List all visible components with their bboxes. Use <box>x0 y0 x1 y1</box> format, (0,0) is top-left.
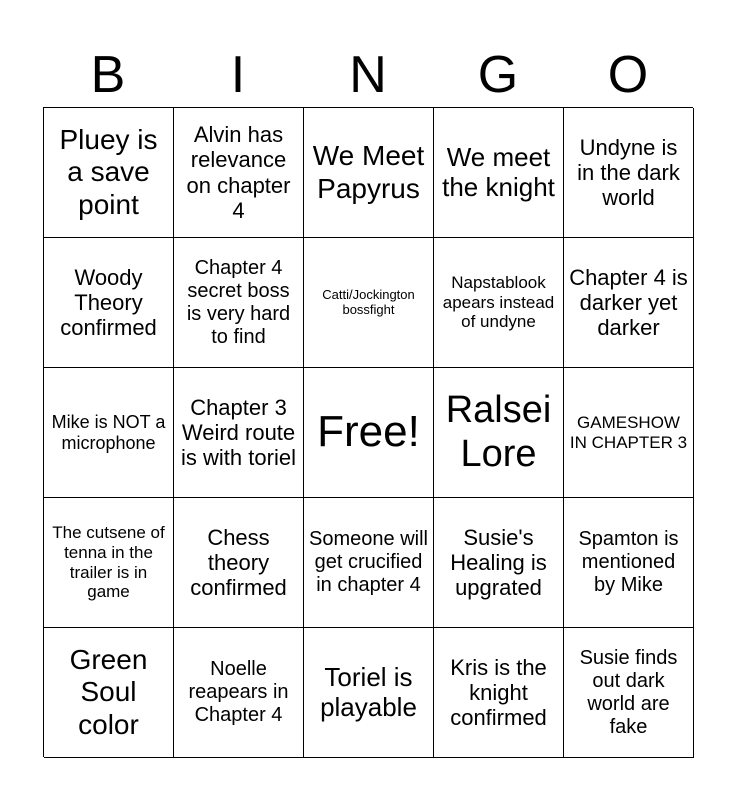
cell-text: Spamton is mentioned by Mike <box>578 528 679 596</box>
cell-text: Chapter 3 Weird route is with toriel <box>181 394 296 471</box>
bingo-cell[interactable] <box>564 238 694 368</box>
cell-text: Chapter 4 secret boss is very hard to find <box>186 256 291 348</box>
bingo-cell[interactable] <box>434 238 564 368</box>
cell-text: Mike is NOT a microphone <box>51 411 166 453</box>
header-letter-i: I <box>230 46 246 104</box>
bingo-header <box>43 42 693 108</box>
cell-text: Pluey is a save point <box>59 124 158 220</box>
bingo-cell[interactable] <box>174 108 304 238</box>
bingo-cell[interactable] <box>304 238 434 368</box>
cell-text: Catti/Jockington bossfight <box>322 286 415 317</box>
cell-text: Susie finds out dark world are fake <box>579 646 678 738</box>
cell-text: Kris is the knight confirmed <box>450 654 547 731</box>
bingo-cell[interactable] <box>304 108 434 238</box>
header-letter-b: B <box>90 46 126 104</box>
bingo-cell[interactable] <box>564 108 694 238</box>
bingo-board <box>43 107 693 757</box>
cell-text: Chess theory confirmed <box>190 524 287 601</box>
bingo-cell-free[interactable] <box>304 368 434 498</box>
bingo-cell[interactable] <box>174 628 304 758</box>
bingo-cell[interactable] <box>564 628 694 758</box>
cell-text: Toriel is playable <box>320 661 417 722</box>
bingo-cell[interactable] <box>174 498 304 628</box>
header-letter-o: O <box>607 46 649 104</box>
bingo-cell[interactable] <box>434 108 564 238</box>
bingo-cell[interactable] <box>174 238 304 368</box>
cell-text: Noelle reapears in Chapter 4 <box>188 658 289 726</box>
bingo-cell[interactable] <box>434 628 564 758</box>
cell-text: Undyne is in the dark world <box>577 134 680 211</box>
cell-text: Chapter 4 is darker yet darker <box>569 264 688 341</box>
bingo-cell[interactable] <box>44 238 174 368</box>
bingo-cell[interactable] <box>44 368 174 498</box>
cell-text: The cutsene of tenna in the trailer is in game <box>52 523 165 602</box>
cell-text: We meet the knight <box>442 141 555 202</box>
bingo-cell[interactable] <box>564 368 694 498</box>
bingo-cell[interactable] <box>434 368 564 498</box>
cell-text: Napstablook apears instead of undyne <box>442 273 555 332</box>
bingo-cell[interactable] <box>304 628 434 758</box>
bingo-cell[interactable] <box>44 108 174 238</box>
bingo-cell[interactable] <box>304 498 434 628</box>
cell-text: Someone will get crucified in chapter 4 <box>309 528 428 596</box>
bingo-cell[interactable] <box>564 498 694 628</box>
cell-text: Woody Theory confirmed <box>60 264 157 341</box>
cell-text: GAMESHOW IN CHAPTER 3 <box>569 412 688 452</box>
cell-text: Alvin has relevance on chapter 4 <box>186 121 291 223</box>
bingo-cell[interactable] <box>44 498 174 628</box>
cell-text: Ralsei Lore <box>445 388 552 475</box>
cell-text: Susie's Healing is upgrated <box>450 524 547 601</box>
header-letter-g: G <box>477 46 519 104</box>
bingo-cell[interactable] <box>174 368 304 498</box>
bingo-cell[interactable] <box>434 498 564 628</box>
bingo-cell[interactable] <box>44 628 174 758</box>
cell-text: Free! <box>317 407 420 457</box>
cell-text: We Meet Papyrus <box>312 140 425 204</box>
cell-text: Green Soul color <box>69 644 148 740</box>
header-letter-n: N <box>349 46 387 104</box>
